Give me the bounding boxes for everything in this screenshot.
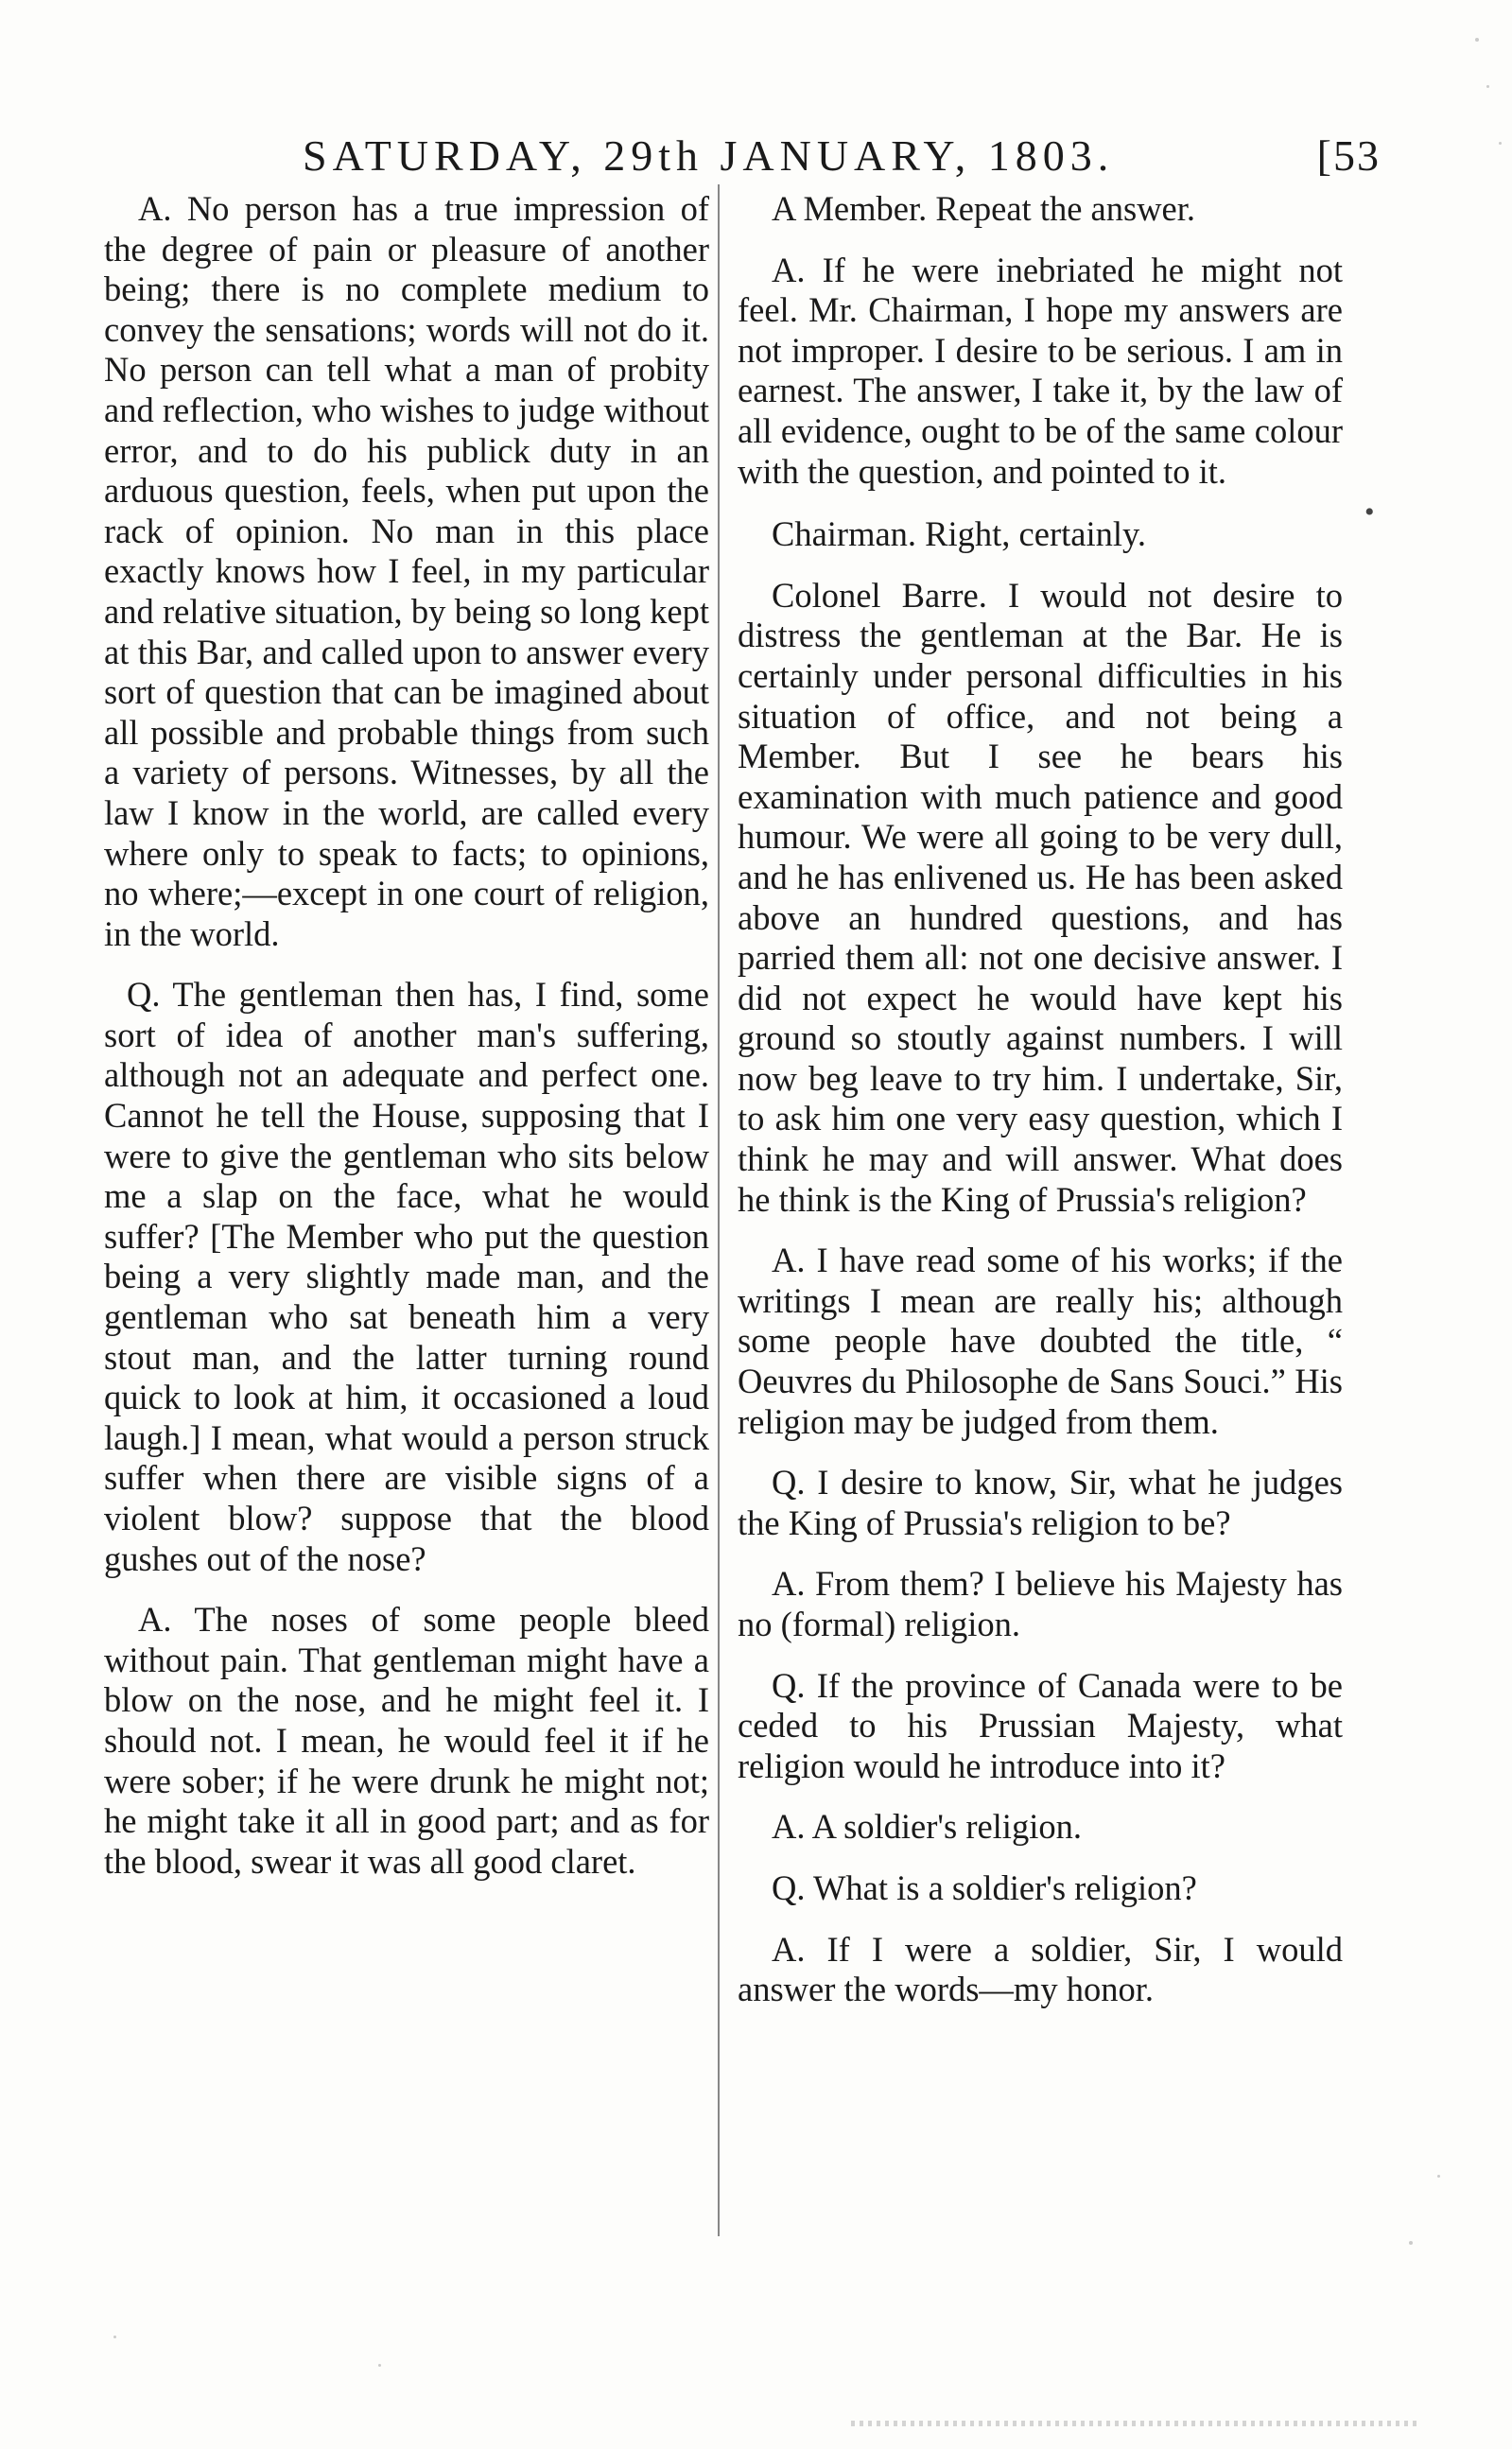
scan-speck (1437, 2175, 1440, 2178)
paragraph: Q. What is a soldier's religion? (772, 1867, 1197, 1907)
paragraph: A. If he were inebriated he might not feel. Mr. Chairman, I hope my answers are not improper. I desire to be serious. I am in earnest. The answer, I take it, by the law of all evidence, ought to be of the same colour with the question, and pointed to it. (738, 250, 1343, 491)
paragraph: A. No person has a true impression of the degree of pain or pleasure of another being; there is no complete medium to convey the sensations; words will not do it. No person can tell what a man of probity and reflection, who wishes to judge without error, and to do his publick duty in an arduous question, feels, when put upon the rack of opinion. No man in this place exactly knows how I feel, in my particular and relative situation, by being so long kept at this Bar, and called upon to answer every sort of question that can be imagined about all possible and probable things from such a variety of persons. Witnesses, by all the law I know in the world, are called every where only to speak to facts; to opinions, no where;—except in one court of religion, in the world. (104, 189, 709, 953)
right-column (738, 189, 1343, 2031)
running-head-title: SATURDAY, 29th JANUARY, 1803. (303, 131, 1115, 180)
column-divider (718, 184, 720, 2236)
scan-speck (1486, 85, 1489, 88)
paragraph: Q. If the province of Canada were to be ceded to his Prussian Majesty, what religion would he introduce into it? (738, 1665, 1343, 1785)
paragraph: A. If I were a soldier, Sir, I would answer the words—my honor. (738, 1929, 1343, 2009)
scan-speck (1475, 38, 1479, 42)
paragraph: A. I have read some of his works; if the writings I mean are really his; although some people have doubted the title, “ Oeuvres du Philosophe de Sans Souci.” His religion may be judged from them. (738, 1241, 1343, 1441)
paragraph: Q. The gentleman then has, I find, some sort of idea of another man's suffering, although not an adequate and perfect one. Cannot he tell the House, supposing that I were to give the gentleman who sits below me a slap on the face, what he would suffer? [The Member who put the question being a very slightly made man, and the gentleman who sat beneath him a very stout man, and the latter turning round quick to look at him, it occasioned a loud laugh.] I mean, what would a person struck suffer when there are visible signs of a violent blow? suppose that the blood gushes out of the nose? (104, 975, 709, 1578)
running-head (303, 130, 1381, 187)
page-number: [53 (1316, 131, 1381, 180)
paragraph: A Member. Repeat the answer. (772, 189, 1196, 228)
scan-speck (1409, 2241, 1413, 2245)
paragraph: Colonel Barre. I would not desire to distress the gentleman at the Bar. He is certainly under personal difficulties in his situation of office, and not being a Member. But I see he bears his examination with much patience and good humour. We were all going to be very dull, and he has enlivened us. He has been asked above an hundred questions, and has parried them all: not one decisive answer. I did not expect he would have kept his ground so stoutly against numbers. I will now beg leave to try him. I undertake, Sir, to ask him one very easy question, which I think he may and will answer. What does he think is the King of Prussia's religion? (738, 575, 1343, 1219)
paragraph: A. From them? I believe his Majesty has no (formal) religion. (738, 1564, 1343, 1643)
scan-speck (1499, 142, 1502, 145)
paragraph: A. A soldier's religion. (772, 1807, 1082, 1847)
scan-speck (113, 2336, 116, 2338)
paragraph: Chairman. Right, certainly. (772, 514, 1146, 554)
left-column (104, 189, 709, 1902)
margin-bullet: • (1364, 496, 1375, 528)
scan-speck (378, 2364, 381, 2367)
scan-edge-noise (851, 2421, 1418, 2426)
paragraph: Q. I desire to know, Sir, what he judges the King of Prussia's religion to be? (738, 1463, 1343, 1542)
paragraph: A. The noses of some people bleed without pain. That gentleman might have a blow on the nose, and he might feel it. I should not. I mean, he would feel it if he were sober; if he were drunk he might not; he might take it all in good part; and as for the blood, swear it was all good claret. (104, 1600, 709, 1881)
